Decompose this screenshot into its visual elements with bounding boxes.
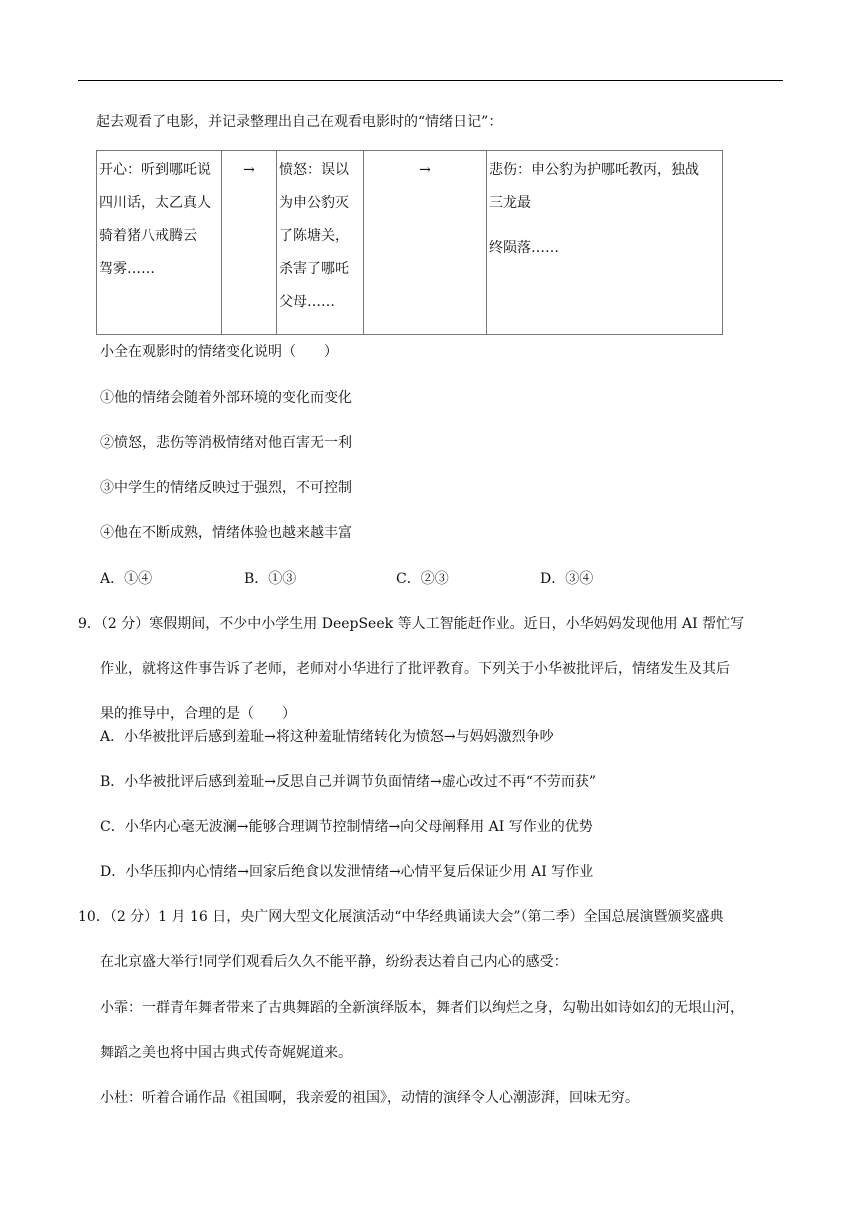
diary-cell-line: 悲伤：申公豹为护哪吒教丙，独战 [489,162,699,178]
diary-arrow-cell [222,151,277,335]
diary-cell-line: 开心：听到哪吒说 [99,162,211,178]
q9-stem-line: 果的推导中，合理的是（ ） [100,706,296,722]
q10-paragraph: 小杜：听着合诵作品《祖国啊，我亲爱的祖国》，动情的演绎令人心潮澎湃，回味无穷。 [100,1090,639,1106]
q10-stem-line: 10．（2 分）1 月 16 日，央广网大型文化展演活动“中华经典诵读大会”（第二季）全国总展演暨颁奖盛典 [78,909,724,925]
arrow-icon: → [243,162,255,178]
q8-statement: ④他在不断成熟，情绪体验也越来越丰富 [100,525,352,541]
diary-cell-line: 父母…… [279,294,335,310]
diary-cell-line: 杀害了哪吒 [279,261,349,277]
q8-statement: ③中学生的情绪反映过于强烈，不可控制 [100,480,352,496]
diary-cell-line: 为申公豹灭 [279,195,349,211]
diary-cell-anger [277,151,364,335]
intro-text: 起去观看了电影，并记录整理出自己在观看电影时的“情绪日记”： [96,114,503,130]
emotion-diary-table [96,150,723,335]
diary-cell-line: 终陨落…… [489,240,559,256]
arrow-icon: → [419,162,431,178]
q9-option-b[interactable]: B．小华被批评后感到羞耻→反思自己并调节负面情绪→虚心改过不再“不劳而获” [100,774,597,790]
q10-paragraph: 舞蹈之美也将中国古典式传奇娓娓道来。 [100,1045,352,1061]
q10-paragraph: 小霏：一群青年舞者带来了古典舞蹈的全新演绎版本，舞者们以绚烂之身，勾勒出如诗如幻的无垠山河， [100,1000,744,1016]
q10-stem-line: 在北京盛大举行!同学们观看后久久不能平静，纷纷表达着自己内心的感受： [100,954,568,970]
q8-option-b[interactable]: B．①③ [244,571,297,587]
diary-cell-line: 骑着猪八戒腾云 [99,228,197,244]
diary-cell-line: 四川话，太乙真人 [99,195,211,211]
header-rule [78,80,783,81]
q8-stem: 小全在观影时的情绪变化说明（ ） [100,344,338,360]
diary-cell-line: 愤怒：误以 [279,162,349,178]
diary-cell-line: 了陈塘关， [279,228,349,244]
q9-stem-line: 9．（2 分）寒假期间，不少中小学生用 DeepSeek 等人工智能赶作业。近日，小华妈妈发现他用 AI 帮忙写 [78,616,745,632]
q8-option-c[interactable]: C．②③ [396,571,449,587]
q8-statement: ①他的情绪会随着外部环境的变化而变化 [100,390,352,406]
q8-statement: ②愤怒，悲伤等消极情绪对他百害无一利 [100,435,352,451]
diary-cell-happy [97,151,222,335]
q9-option-a[interactable]: A．小华被批评后感到羞耻→将这种羞耻情绪转化为愤怒→与妈妈激烈争吵 [100,729,554,745]
diary-cell-line: 驾雾…… [99,261,155,277]
diary-cell-sad [487,151,723,335]
q9-option-d[interactable]: D．小华压抑内心情绪→回家后绝食以发泄情绪→心情平复后保证少用 AI 写作业 [100,864,594,880]
diary-arrow-cell [364,151,487,335]
q8-option-a[interactable]: A．①④ [100,571,153,587]
q8-option-d[interactable]: D．③④ [540,571,594,587]
diary-cell-line: 三龙最 [489,195,531,211]
q9-option-c[interactable]: C．小华内心毫无波澜→能够合理调节控制情绪→向父母阐释用 AI 写作业的优势 [100,819,593,835]
q9-stem-line: 作业，就将这件事告诉了老师，老师对小华进行了批评教育。下列关于小华被批评后，情绪发生及其后 [100,661,730,677]
